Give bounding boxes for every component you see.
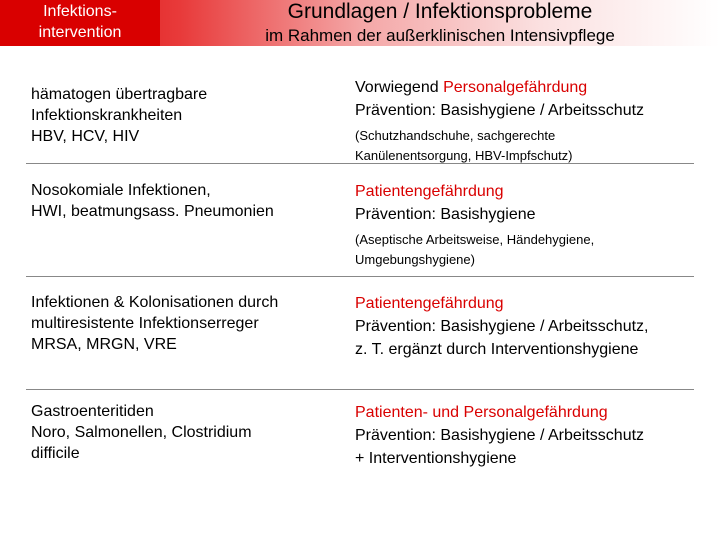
page-heading (160, 0, 720, 47)
row-divider (26, 163, 694, 164)
page-subtitle: im Rahmen der außerklinischen Intensivpflege (265, 26, 615, 45)
risk-line (355, 76, 695, 99)
infection-type-line: Nosokomiale Infektionen, (31, 182, 211, 199)
infection-type-line: MRSA, MRGN, VRE (31, 336, 177, 353)
risk-highlight: Personalgefährdung (443, 79, 588, 96)
infection-type-line: Infektionen & Kolonisationen durch (31, 294, 279, 311)
section-label-line1: Infektions- (43, 3, 117, 20)
risk-prevention (355, 401, 695, 470)
risk-prefix: Vorwiegend (355, 79, 444, 96)
risk-line (355, 180, 695, 203)
page-title: Grundlagen / Infektionsprobleme (287, 0, 593, 23)
risk-prevention (355, 76, 695, 166)
infection-type (31, 180, 331, 222)
risk-highlight: Patientengefährdung (355, 183, 504, 200)
infection-type-line: hämatogen übertragbare (31, 86, 208, 103)
prevention-line: Prävention: Basishygiene (355, 206, 536, 223)
prevention-line: + Interventionshygiene (355, 450, 517, 467)
risk-line (355, 292, 695, 315)
prevention-line: Prävention: Basishygiene / Arbeitsschutz, (355, 318, 649, 335)
risk-line (355, 401, 695, 424)
infection-type-line: multiresistente Infektionserreger (31, 315, 259, 332)
prevention-line: Prävention: Basishygiene / Arbeitsschutz (355, 427, 645, 444)
prevention-line: Prävention: Basishygiene / Arbeitsschutz (355, 102, 645, 119)
row-divider (26, 276, 694, 277)
risk-highlight: Patienten- und Personalgefährdung (355, 404, 608, 421)
prevention-note (355, 126, 695, 166)
risk-highlight: Patientengefährdung (355, 295, 504, 312)
prevention-note-line: (Aseptische Arbeitsweise, Händehygiene, (355, 232, 595, 247)
prevention-note-line: Umgebungshygiene) (355, 252, 475, 267)
prevention-note-line: (Schutzhandschuhe, sachgerechte (355, 128, 556, 143)
infection-type (31, 84, 331, 147)
section-label-box (0, 0, 160, 46)
section-label-line2: intervention (38, 24, 122, 41)
infection-type-line: difficile (31, 445, 80, 462)
prevention-note-line: Kanülenentsorgung, HBV-Impfschutz) (355, 148, 573, 163)
infection-type-line: Gastroenteritiden (31, 403, 154, 420)
prevention-note (355, 230, 695, 270)
row-divider (26, 389, 694, 390)
infection-type (31, 401, 331, 464)
risk-prevention (355, 292, 695, 361)
infection-type-line: Infektionskrankheiten (31, 107, 183, 124)
prevention-line: z. T. ergänzt durch Interventionshygiene (355, 341, 639, 358)
risk-prevention (355, 180, 695, 270)
header-banner (0, 0, 720, 46)
infection-type-line: HWI, beatmungsass. Pneumonien (31, 203, 274, 220)
infection-type-line: HBV, HCV, HIV (31, 128, 140, 145)
infection-type (31, 292, 331, 355)
infection-type-line: Noro, Salmonellen, Clostridium (31, 424, 252, 441)
